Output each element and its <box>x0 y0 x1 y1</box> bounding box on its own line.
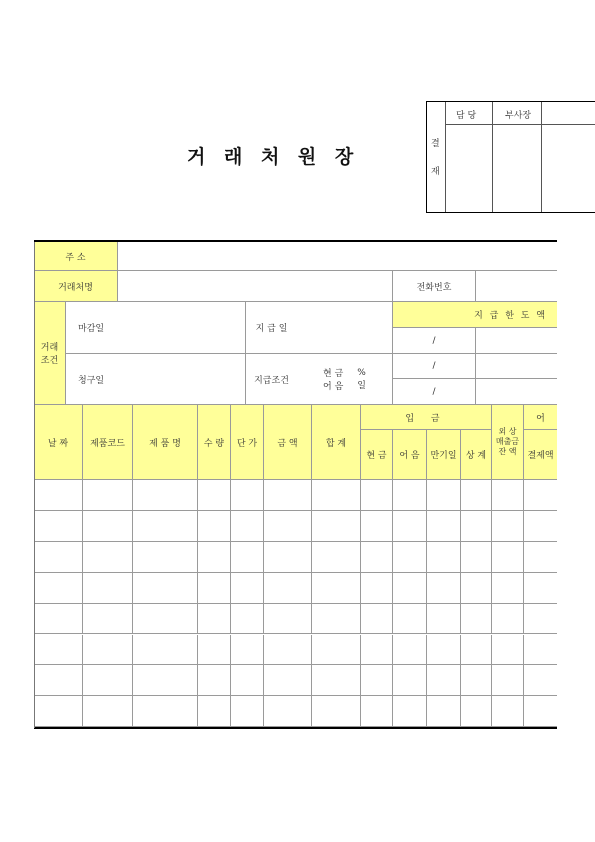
header-unit-price: 단 가 <box>231 405 264 480</box>
header-date: 날 짜 <box>34 405 83 480</box>
header-product-code: 제품코드 <box>83 405 133 480</box>
header-bill-group: 어 <box>524 405 557 430</box>
payment-date-label: 지 급 일 <box>246 302 297 354</box>
ledger-cell[interactable] <box>231 604 264 635</box>
ledger-cell[interactable] <box>393 511 427 542</box>
ledger-cell[interactable] <box>231 573 264 604</box>
ledger-cell[interactable] <box>492 511 524 542</box>
ledger-cell[interactable] <box>361 604 393 635</box>
ledger-cell[interactable] <box>34 604 83 635</box>
closing-date-label: 마감일 <box>66 302 118 354</box>
ledger-cell[interactable] <box>264 511 312 542</box>
ledger-cell[interactable] <box>393 542 427 573</box>
ledger-cell[interactable] <box>492 665 524 696</box>
ledger-cell[interactable] <box>264 696 312 727</box>
ledger-cell[interactable] <box>361 696 393 727</box>
ledger-cell[interactable] <box>34 573 83 604</box>
ledger-cell[interactable] <box>34 511 83 542</box>
ledger-cell[interactable] <box>264 604 312 635</box>
ledger-cell[interactable] <box>133 696 198 727</box>
header-bill-payment: 결제액 <box>524 430 557 480</box>
receivable-line-1: 외 상 <box>498 427 517 436</box>
address-field[interactable] <box>118 242 557 271</box>
approval-side-label-2: 재 <box>431 167 440 177</box>
billing-date-label: 청구일 <box>66 354 118 405</box>
ledger-cell[interactable] <box>231 542 264 573</box>
ledger-cell[interactable] <box>427 604 461 635</box>
approval-side-label-1: 결 <box>431 139 440 149</box>
payment-date-field[interactable] <box>297 302 393 354</box>
ledger-cell[interactable] <box>461 542 492 573</box>
terms-label-line-2: 조건 <box>40 356 59 366</box>
ledger-cell[interactable] <box>133 480 198 511</box>
cash-unit: % <box>357 367 366 378</box>
header-deposit-cash: 현 금 <box>361 430 393 480</box>
billing-date-field[interactable] <box>118 354 246 405</box>
limit-slash-1: / <box>393 328 476 354</box>
ledger-cell[interactable] <box>231 480 264 511</box>
ledger-cell[interactable] <box>83 635 133 666</box>
ledger-cell[interactable] <box>393 480 427 511</box>
ledger-cell[interactable] <box>361 635 393 666</box>
ledger-cell[interactable] <box>427 635 461 666</box>
table-left-border <box>34 242 35 728</box>
ledger-cell[interactable] <box>361 573 393 604</box>
ledger-cell[interactable] <box>492 635 524 666</box>
ledger-cell[interactable] <box>312 696 361 727</box>
ledger-cell[interactable] <box>231 665 264 696</box>
ledger-cell[interactable] <box>461 573 492 604</box>
ledger-cell[interactable] <box>427 573 461 604</box>
cash-bill-labels <box>323 366 343 392</box>
limit-field-2[interactable] <box>476 354 557 379</box>
header-product-name: 제 품 명 <box>133 405 198 480</box>
limit-slash-2: / <box>393 354 476 379</box>
ledger-cell[interactable] <box>361 665 393 696</box>
phone-field[interactable] <box>476 271 557 302</box>
ledger-cell[interactable] <box>198 542 231 573</box>
ledger-cell[interactable] <box>198 511 231 542</box>
ledger-cell[interactable] <box>312 542 361 573</box>
ledger-cell[interactable] <box>133 635 198 666</box>
ledger-cell[interactable] <box>83 480 133 511</box>
client-name-label: 거래처명 <box>34 271 118 302</box>
ledger-cell[interactable] <box>427 480 461 511</box>
ledger-cell[interactable] <box>83 696 133 727</box>
header-deposit-maturity: 만기일 <box>427 430 461 480</box>
receivable-line-2: 매출금 <box>495 437 520 446</box>
payment-terms-field[interactable] <box>297 354 393 405</box>
ledger-cell[interactable] <box>492 604 524 635</box>
ledger-cell[interactable] <box>461 696 492 727</box>
ledger-cell[interactable] <box>492 542 524 573</box>
ledger-cell[interactable] <box>361 542 393 573</box>
ledger-cell[interactable] <box>133 665 198 696</box>
ledger-cell[interactable] <box>427 511 461 542</box>
ledger-cell[interactable] <box>231 696 264 727</box>
ledger-cell[interactable] <box>524 696 557 727</box>
ledger-cell[interactable] <box>492 696 524 727</box>
receivable-line-3: 잔 액 <box>498 447 517 456</box>
ledger-cell[interactable] <box>264 573 312 604</box>
ledger-cell[interactable] <box>198 573 231 604</box>
ledger-cell[interactable] <box>34 480 83 511</box>
approval-box <box>426 101 595 213</box>
ledger-cell[interactable] <box>361 480 393 511</box>
header-receivable-balance <box>492 405 524 480</box>
ledger-cell[interactable] <box>133 604 198 635</box>
document-title: 거 래 처 원 장 <box>187 146 360 168</box>
ledger-cell[interactable] <box>264 542 312 573</box>
header-deposit-group: 입 금 <box>361 405 492 430</box>
closing-date-field[interactable] <box>118 302 246 354</box>
ledger-cell[interactable] <box>427 696 461 727</box>
ledger-cell[interactable] <box>393 665 427 696</box>
ledger-cell[interactable] <box>83 665 133 696</box>
bill-unit: 일 <box>357 380 366 391</box>
ledger-cell[interactable] <box>393 635 427 666</box>
ledger-cell[interactable] <box>524 480 557 511</box>
ledger-cell[interactable] <box>198 665 231 696</box>
ledger-cell[interactable] <box>492 480 524 511</box>
header-deposit-offset: 상 계 <box>461 430 492 480</box>
ledger-cell[interactable] <box>312 480 361 511</box>
ledger-cell[interactable] <box>264 665 312 696</box>
ledger-cell[interactable] <box>312 635 361 666</box>
ledger-cell[interactable] <box>198 696 231 727</box>
ledger-cell[interactable] <box>524 573 557 604</box>
ledger-cell[interactable] <box>133 511 198 542</box>
ledger-cell[interactable] <box>83 542 133 573</box>
payment-limit-label: 지 급 한 도 액 <box>393 302 557 328</box>
ledger-cell[interactable] <box>524 511 557 542</box>
client-name-field[interactable] <box>118 271 393 302</box>
ledger-cell[interactable] <box>312 665 361 696</box>
ledger-cell[interactable] <box>461 480 492 511</box>
ledger-cell[interactable] <box>393 696 427 727</box>
ledger-cell[interactable] <box>492 573 524 604</box>
ledger-cell[interactable] <box>461 635 492 666</box>
ledger-cell[interactable] <box>524 604 557 635</box>
header-deposit-bill: 어 음 <box>393 430 427 480</box>
ledger-cell[interactable] <box>83 511 133 542</box>
ledger-cell[interactable] <box>427 665 461 696</box>
terms-label <box>34 302 66 405</box>
header-total: 합 계 <box>312 405 361 480</box>
ledger-cell[interactable] <box>198 635 231 666</box>
cash-bill-units <box>357 368 366 391</box>
ledger-cell[interactable] <box>34 542 83 573</box>
ledger-cell[interactable] <box>524 665 557 696</box>
ledger-cell[interactable] <box>461 604 492 635</box>
ledger-cell[interactable] <box>461 511 492 542</box>
ledger-cell[interactable] <box>34 635 83 666</box>
ledger-cell[interactable] <box>34 696 83 727</box>
address-label: 주 소 <box>34 242 118 271</box>
limit-slash-3: / <box>393 379 476 405</box>
ledger-cell[interactable] <box>393 604 427 635</box>
bill-label: 어 음 <box>323 382 344 392</box>
approval-role-vice-president: 부사장 <box>505 111 532 121</box>
ledger-cell[interactable] <box>133 542 198 573</box>
ledger-cell[interactable] <box>198 480 231 511</box>
header-quantity: 수 량 <box>198 405 231 480</box>
ledger-cell[interactable] <box>264 635 312 666</box>
cash-label: 현 금 <box>323 369 344 379</box>
ledger-cell[interactable] <box>524 542 557 573</box>
ledger-cell[interactable] <box>393 573 427 604</box>
ledger-cell[interactable] <box>361 511 393 542</box>
ledger-cell[interactable] <box>83 573 133 604</box>
ledger-cell[interactable] <box>231 635 264 666</box>
ledger-form <box>34 240 557 728</box>
approval-role-manager: 담 당 <box>456 111 477 121</box>
ledger-cell[interactable] <box>83 604 133 635</box>
ledger-cell[interactable] <box>312 511 361 542</box>
ledger-cell[interactable] <box>427 542 461 573</box>
header-amount: 금 액 <box>264 405 312 480</box>
ledger-cell[interactable] <box>524 635 557 666</box>
ledger-cell[interactable] <box>312 573 361 604</box>
terms-label-line-1: 거래 <box>40 343 59 353</box>
ledger-cell[interactable] <box>231 511 264 542</box>
ledger-cell[interactable] <box>264 480 312 511</box>
limit-field-3[interactable] <box>476 379 557 405</box>
limit-field-1[interactable] <box>476 328 557 354</box>
phone-label: 전화번호 <box>393 271 476 302</box>
ledger-cell[interactable] <box>461 665 492 696</box>
ledger-cell[interactable] <box>34 665 83 696</box>
payment-terms-label: 지급조건 <box>246 354 297 405</box>
ledger-cell[interactable] <box>198 604 231 635</box>
ledger-cell[interactable] <box>133 573 198 604</box>
ledger-cell[interactable] <box>312 604 361 635</box>
